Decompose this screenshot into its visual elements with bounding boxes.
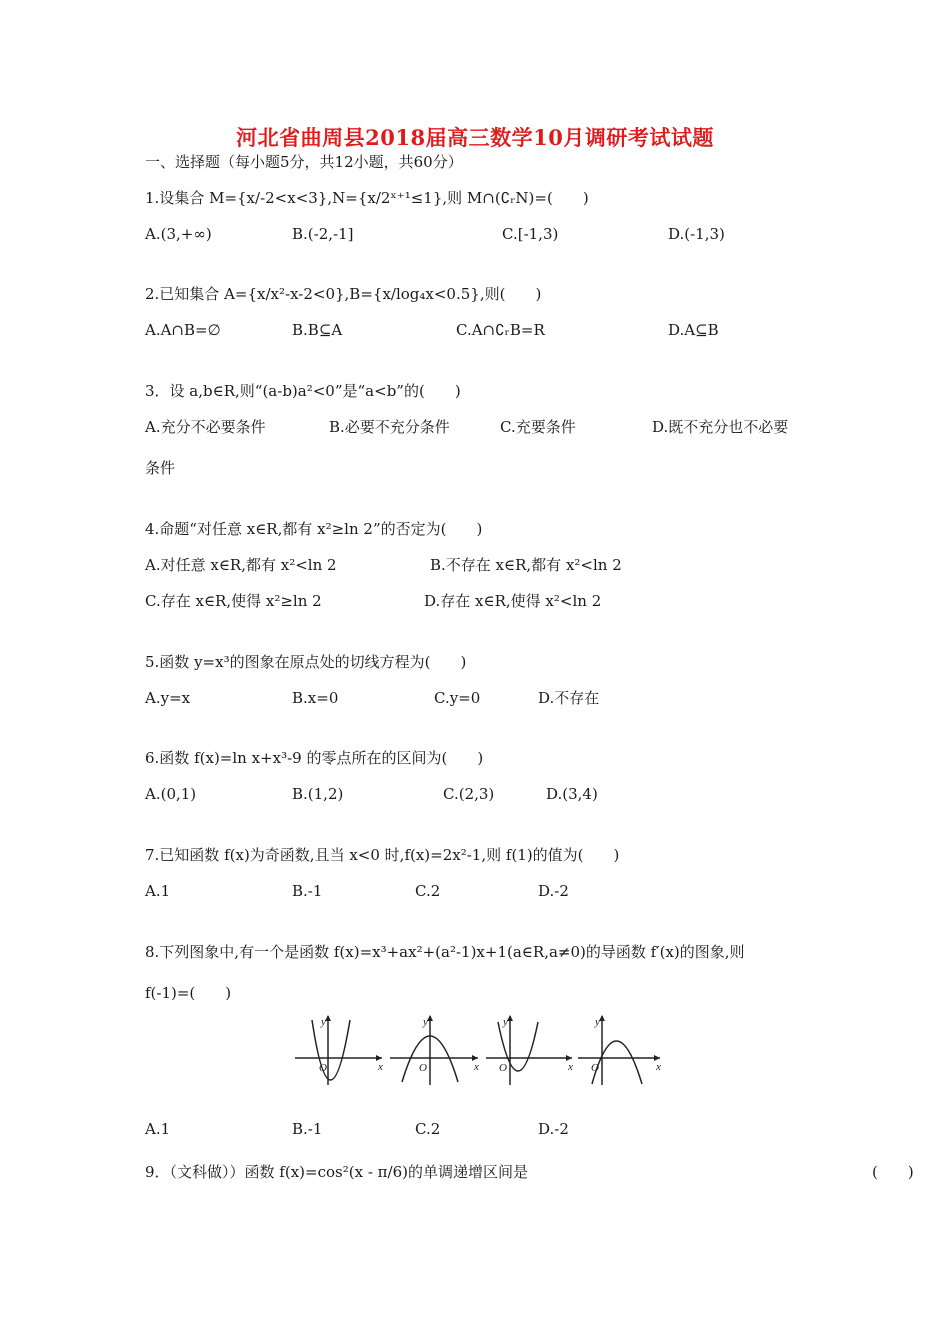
question-7-stem: 7.已知函数 f(x)为奇函数,且当 x<0 时,f(x)=2x²-1,则 f(1)的值为( ) xyxy=(145,846,620,864)
graph-a-curve xyxy=(312,1020,350,1080)
graph-b-x-label: x xyxy=(474,1061,479,1073)
question-8-option-d: D.-2 xyxy=(538,1120,569,1138)
graph-c-x-label: x xyxy=(568,1061,573,1073)
question-1-option-d: D.(-1,3) xyxy=(668,225,725,243)
question-6-stem: 6.函数 f(x)=ln x+x³-9 的零点所在的区间为( ) xyxy=(145,749,484,767)
question-1-option-b: B.(-2,-1] xyxy=(292,225,354,243)
section-heading: 一、选择题（每小题5分，共12小题，共60分） xyxy=(145,153,463,171)
question-2-stem: 2.已知集合 A={x/x²-x-2<0},B={x/log₄x<0.5},则( ) xyxy=(145,285,542,303)
graph-a-origin-label: O xyxy=(319,1062,327,1074)
question-6-option-d: D.(3,4) xyxy=(546,785,598,803)
graph-c-y-arrow xyxy=(507,1015,513,1021)
graph-b-y-label: y xyxy=(423,1016,428,1028)
graph-c-origin-label: O xyxy=(499,1062,507,1074)
graph-d-x-label: x xyxy=(656,1061,661,1073)
graph-a-x-label: x xyxy=(378,1061,383,1073)
graph-a xyxy=(295,1015,383,1085)
question-3-option-b: B.必要不充分条件 xyxy=(329,418,450,436)
question-8-option-a: A.1 xyxy=(145,1120,171,1138)
question-7-option-a: A.1 xyxy=(145,882,171,900)
question-1-stem: 1.设集合 M={x/-2<x<3},N={x/2ˣ⁺¹≤1},则 M∩(∁ᵣN)=( ) xyxy=(145,189,589,207)
question-5-stem: 5.函数 y=x³的图象在原点处的切线方程为( ) xyxy=(145,653,467,671)
question-4-option-a: A.对任意 x∈R,都有 x²<ln 2 xyxy=(145,556,337,574)
question-7-option-d: D.-2 xyxy=(538,882,569,900)
question-1-option-c: C.[-1,3) xyxy=(502,225,559,243)
question-4-option-d: D.存在 x∈R,使得 x²<ln 2 xyxy=(424,592,602,610)
question-6-option-b: B.(1,2) xyxy=(292,785,344,803)
question-2-option-c: C.A∩∁ᵣB=R xyxy=(456,321,545,339)
question-3-continuation: 条件 xyxy=(145,459,176,477)
graph-c-y-label: y xyxy=(503,1016,508,1028)
question-8-continuation: f(-1)=( ) xyxy=(145,984,232,1002)
question-4-option-b: B.不存在 x∈R,都有 x²<ln 2 xyxy=(430,556,622,574)
graph-b-origin-label: O xyxy=(419,1062,427,1074)
question-5-option-c: C.y=0 xyxy=(434,689,481,707)
graph-d-origin-label: O xyxy=(591,1062,599,1074)
question-7-option-b: B.-1 xyxy=(292,882,323,900)
question-6-option-c: C.(2,3) xyxy=(443,785,495,803)
question-6-option-a: A.(0,1) xyxy=(145,785,197,803)
question-4-option-c: C.存在 x∈R,使得 x²≥ln 2 xyxy=(145,592,322,610)
graph-b-y-arrow xyxy=(427,1015,433,1021)
question-8-option-b: B.-1 xyxy=(292,1120,323,1138)
question-2-option-a: A.A∩B=∅ xyxy=(145,321,221,339)
question-8-option-c: C.2 xyxy=(415,1120,441,1138)
question-3-option-c: C.充要条件 xyxy=(500,418,576,436)
question-3-option-a: A.充分不必要条件 xyxy=(145,418,266,436)
graph-a-y-label: y xyxy=(321,1016,326,1028)
graph-c xyxy=(486,1015,573,1085)
graph-b xyxy=(390,1015,479,1085)
graph-a-y-arrow xyxy=(325,1015,331,1021)
question-4-stem: 4.命题“对任意 x∈R,都有 x²≥ln 2”的否定为( ) xyxy=(145,520,483,538)
question-2-option-b: B.B⊆A xyxy=(292,321,343,339)
question-3-option-d: D.既不充分也不必要 xyxy=(652,418,789,436)
question-7-option-c: C.2 xyxy=(415,882,441,900)
question-8-graphs xyxy=(290,1010,670,1090)
graph-d-curve xyxy=(592,1041,642,1084)
graph-d-y-label: y xyxy=(595,1016,600,1028)
question-8-stem: 8.下列图象中,有一个是函数 f(x)=x³+ax²+(a²-1)x+1(a∈R,a≠0)的导函数 f′(x)的图象,则 xyxy=(145,943,745,961)
question-5-option-d: D.不存在 xyxy=(538,689,600,707)
question-3-stem: 3．设 a,b∈R,则“(a-b)a²<0”是“a<b”的( ) xyxy=(145,382,461,400)
question-9-answer-paren: ( ) xyxy=(872,1163,914,1181)
question-2-option-d: D.A⊆B xyxy=(668,321,719,339)
question-9-stem: 9．（文科做））函数 f(x)=cos²(x - π/6)的单调递增区间是 xyxy=(145,1163,528,1181)
question-5-option-b: B.x=0 xyxy=(292,689,339,707)
question-1-option-a: A.(3,+∞) xyxy=(145,225,212,243)
graph-d xyxy=(578,1015,661,1085)
graph-d-y-arrow xyxy=(599,1015,605,1021)
question-5-option-a: A.y=x xyxy=(145,689,191,707)
document-title: 河北省曲周县2018届高三数学10月调研考试试题 xyxy=(236,125,714,150)
